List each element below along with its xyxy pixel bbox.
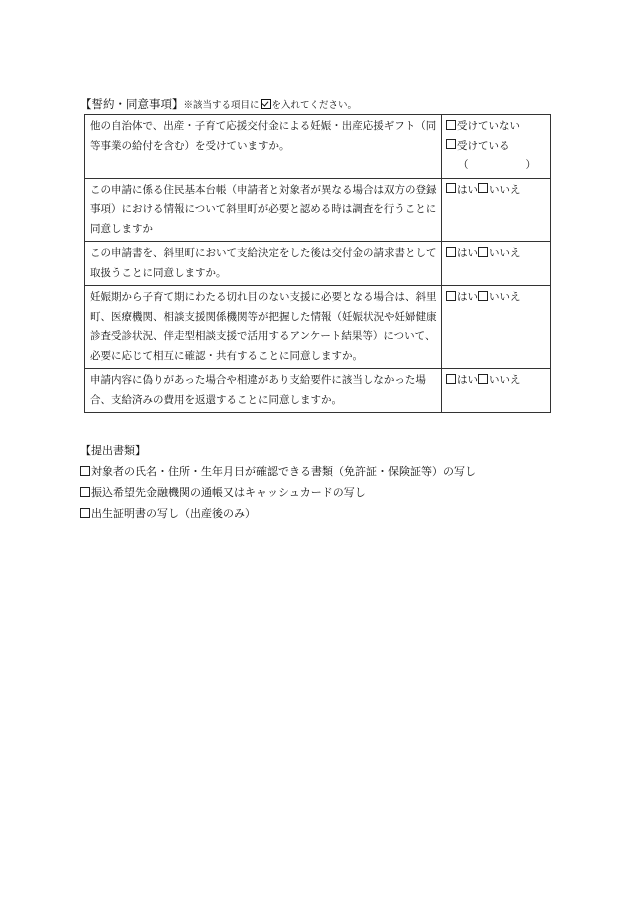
- note-prefix: ※該当する項目に: [183, 100, 260, 111]
- paren-close: ）: [525, 159, 536, 171]
- checkbox-icon[interactable]: [478, 291, 488, 301]
- option-label: はい: [457, 374, 478, 386]
- checkbox-icon[interactable]: [478, 374, 488, 384]
- checked-box-icon: [261, 99, 271, 109]
- option-label: はい: [457, 183, 478, 196]
- question-cell: 申請内容に偽りがあった場合や相違があり支給要件に該当しなかった場合、支給済みの費用を返還することに同意しますか。: [85, 369, 442, 413]
- option-label: いいえ: [489, 374, 521, 386]
- note-suffix: を入れてください。: [271, 100, 358, 111]
- document-item-bankbook[interactable]: [80, 482, 476, 503]
- consent-heading-note: [184, 100, 358, 111]
- option-label: いいえ: [489, 183, 521, 196]
- answer-cell: [442, 369, 551, 413]
- checkbox-icon[interactable]: [478, 247, 488, 257]
- checkbox-icon[interactable]: [80, 487, 90, 497]
- question-cell: この申請書を、斜里町において支給決定をした後は交付金の請求書として取扱うことに同意しますか。: [85, 242, 442, 286]
- option-received[interactable]: [446, 137, 546, 157]
- table-row: [85, 369, 551, 413]
- consent-heading-title: 【誓約・同意事項】: [80, 97, 184, 111]
- checkbox-icon[interactable]: [446, 120, 456, 130]
- answer-cell: [442, 115, 551, 179]
- received-detail-field[interactable]: [446, 156, 536, 176]
- question-cell: 他の自治体で、出産・子育て応援交付金による妊娠・出産応援ギフト（同等事業の給付を含む）を受けていますか。: [85, 115, 442, 179]
- option-label: 受けていない: [457, 120, 520, 132]
- documents-section: [80, 440, 476, 524]
- question-cell: この申請に係る住民基本台帳（申請者と対象者が異なる場合は双方の登録事項）における情報について斜里町が必要と認める時は調査を行うことに同意しますか: [85, 178, 442, 242]
- table-row: [85, 178, 551, 242]
- checkbox-icon[interactable]: [446, 247, 456, 257]
- option-label: いいえ: [489, 291, 521, 303]
- answer-cell: [442, 178, 551, 242]
- option-no[interactable]: [478, 291, 521, 303]
- paren-open: （: [458, 159, 469, 171]
- checkbox-icon[interactable]: [80, 508, 90, 518]
- consent-table: [84, 114, 551, 413]
- option-yes[interactable]: [446, 184, 478, 196]
- option-no[interactable]: [478, 374, 521, 386]
- option-label: いいえ: [489, 247, 521, 259]
- option-yes[interactable]: [446, 291, 478, 303]
- checkbox-icon[interactable]: [478, 183, 488, 193]
- document-label: 振込希望先金融機関の通帳又はキャッシュカードの写し: [91, 486, 366, 499]
- option-label: 受けている: [457, 139, 510, 152]
- consent-heading: [80, 96, 357, 114]
- option-label: はい: [457, 247, 478, 259]
- question-cell: 妊娠期から子育て期にわたる切れ目のない支援に必要となる場合は、斜里町、医療機関、相談支援関係機関等が把握した情報（妊娠状況や妊婦健康診査受診状況、伴走型相談支援で活用するアンケート結果等）について、必要に応じて相互に確認・共有することに同意しますか。: [85, 286, 442, 369]
- document-label: 出生証明書の写し（出産後のみ）: [91, 507, 256, 520]
- checkbox-icon[interactable]: [446, 291, 456, 301]
- table-row: [85, 242, 551, 286]
- document-item-id[interactable]: [80, 461, 476, 482]
- table-row: [85, 115, 551, 179]
- option-yes[interactable]: [446, 247, 478, 259]
- answer-cell: [442, 286, 551, 369]
- option-label: はい: [457, 291, 478, 303]
- document-item-birth-certificate[interactable]: [80, 503, 476, 524]
- table-row: [85, 286, 551, 369]
- option-not-received[interactable]: [446, 117, 546, 137]
- checkbox-icon[interactable]: [446, 374, 456, 384]
- checkbox-icon[interactable]: [80, 466, 90, 476]
- option-no[interactable]: [478, 184, 521, 196]
- checkbox-icon[interactable]: [446, 183, 456, 193]
- option-no[interactable]: [478, 247, 521, 259]
- document-label: 対象者の氏名・住所・生年月日が確認できる書類（免許証・保険証等）の写し: [91, 465, 476, 478]
- checkbox-icon[interactable]: [446, 139, 456, 149]
- option-yes[interactable]: [446, 374, 478, 386]
- answer-cell: [442, 242, 551, 286]
- documents-heading: 【提出書類】: [80, 444, 146, 457]
